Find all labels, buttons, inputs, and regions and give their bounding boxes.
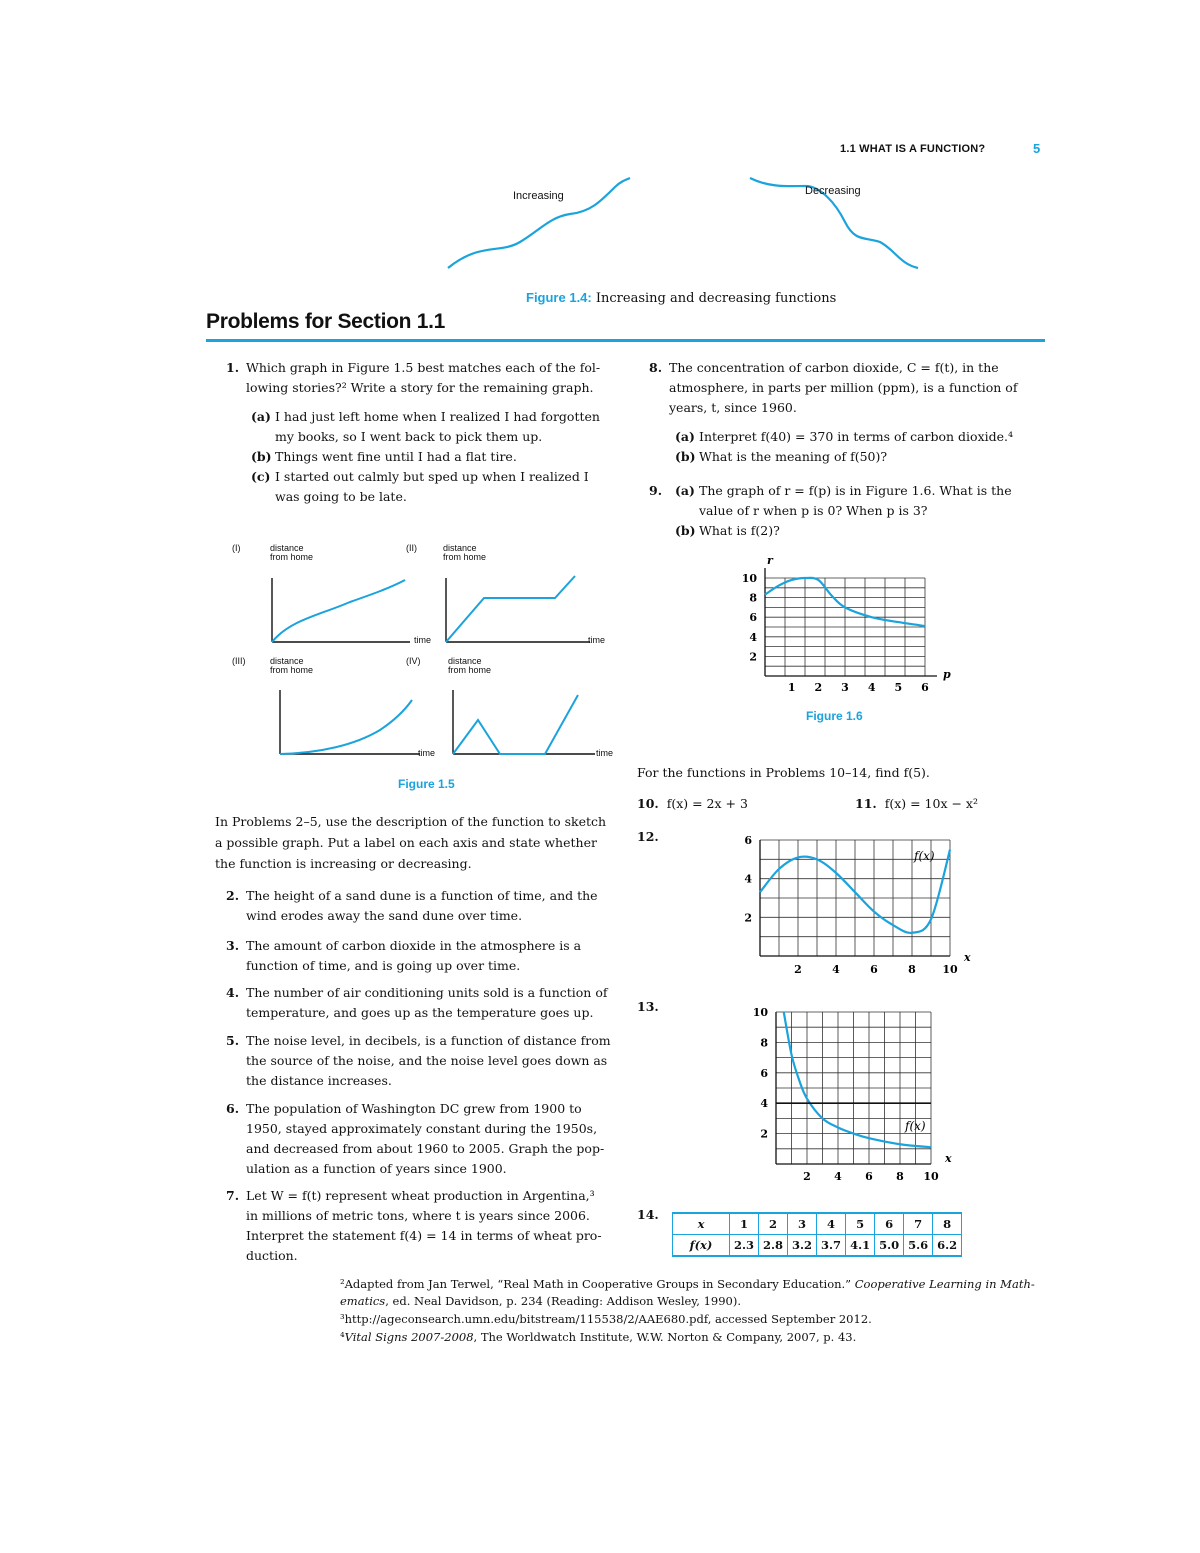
part-text-line: I started out calmly but sped up when I realized I — [275, 469, 589, 484]
problem-6: 6. The population of Washington DC grew from 1900 to 1950, stayed approximately constant during the 1950s, and decreased from about 1960 to 2005. Graph the pop- ulation as a function of years since 1900. — [226, 1101, 605, 1176]
x-tick-label: 4 — [834, 1170, 842, 1183]
problem-5: 5. The noise level, in decibels, is a function of distance from the source of the noise, and the noise level goes down as the distance increases. — [226, 1033, 611, 1088]
x-tick-label: 2 — [814, 681, 823, 694]
problem-3: 3. The amount of carbon dioxide in the atmosphere is a function of time, and is going up over time. — [226, 938, 582, 973]
problem-10: 10. f(x) = 2x + 3 — [637, 796, 748, 811]
x-tick-label: 8 — [896, 1170, 904, 1183]
table-cell: 2.8 — [759, 1235, 788, 1257]
panel-tag: (IV) — [406, 656, 421, 666]
y-tick-label: 4 — [760, 1097, 768, 1111]
footnote-2: ²Adapted from Jan Terwel, “Real Math in Cooperative Groups in Secondary Education.” Cooperative Learning in Math- ematics, ed. Neal Davidson, p. 234 (Reading: Addison Wesley, 1990). — [340, 1277, 1035, 1308]
label-decreasing: Decreasing — [805, 185, 861, 197]
problem-13-number: 13. — [637, 999, 659, 1014]
figure-1-5-graphs — [260, 570, 630, 760]
axis-label-x: time — [414, 635, 432, 645]
part-label: (a) — [251, 409, 271, 424]
table-cell: 3.7 — [817, 1235, 846, 1257]
problem-1a — [251, 407, 600, 447]
section-rule — [206, 339, 1045, 342]
part-text-line: was going to be late. — [275, 489, 407, 504]
footnote-4: ⁴Vital Signs 2007-2008, The Worldwatch Institute, W.W. Norton & Company, 2007, p. 43. — [340, 1330, 857, 1344]
section-title: Problems for Section 1.1 — [206, 310, 446, 333]
row-header: f(x) — [673, 1235, 730, 1257]
problem-7: 7. Let W = f(t) represent wheat production in Argentina,³ in millions of metric tons, where t is years since 2006. Interpret the statement f(4) = 14 in terms of wheat pro- duction. — [226, 1188, 602, 1263]
problem-8a: (a) Interpret f(40) = 370 in terms of carbon dioxide.⁴ — [675, 429, 1014, 444]
axis-label-x: time — [596, 748, 614, 758]
panel-tag: (I) — [232, 543, 241, 553]
table-cell: 6.2 — [933, 1235, 962, 1257]
label-increasing: Increasing — [513, 190, 564, 202]
problem-text-line: Which graph in Figure 1.5 best matches each of the fol- — [246, 360, 601, 375]
axis-label-x: time — [588, 635, 606, 645]
x-tick-label: 10 — [942, 963, 958, 976]
panel-tag: (III) — [232, 656, 246, 666]
part-label: (c) — [251, 469, 271, 484]
table-cell: 4 — [817, 1213, 846, 1235]
panel-1-curve — [272, 580, 405, 642]
table-cell: 7 — [904, 1213, 933, 1235]
problems-10-14-intro: For the functions in Problems 10–14, find f(5). — [637, 765, 930, 780]
x-tick-label: 4 — [867, 681, 876, 694]
problem-2: 2. The height of a sand dune is a function of time, and the wind erodes away the sand dune over time. — [226, 888, 598, 923]
problem-4: 4. The number of air conditioning units sold is a function of temperature, and goes up as the temperature goes up. — [226, 985, 608, 1020]
part-text-line: I had just left home when I realized I had forgotten — [275, 409, 600, 424]
axis-label-y: distance from home — [270, 543, 314, 562]
table-cell: 5 — [846, 1213, 875, 1235]
x-tick-label: 6 — [870, 963, 878, 976]
table-cell: 5.6 — [904, 1235, 933, 1257]
panel-4-curve — [453, 695, 578, 754]
table-cell: 3.2 — [788, 1235, 817, 1257]
problem-11: 11. f(x) = 10x − x² — [855, 796, 978, 811]
x-tick-label: 8 — [908, 963, 916, 976]
axis-label-y: distance from home — [443, 543, 487, 562]
axis-label-y: distance from home — [448, 656, 492, 675]
caption-text: Increasing and decreasing functions — [595, 291, 837, 306]
table-cell: 6 — [875, 1213, 904, 1235]
y-tick-label: 2 — [749, 650, 757, 664]
figure-1-6-caption: Figure 1.6 — [806, 709, 863, 723]
y-tick-label: 2 — [744, 911, 752, 925]
part-text-line: my books, so I went back to pick them up. — [275, 429, 543, 444]
figure-1-6-chart — [720, 550, 960, 700]
table-cell: 8 — [933, 1213, 962, 1235]
table-cell: 2 — [759, 1213, 788, 1235]
axis-label-x: time — [418, 748, 436, 758]
panel-3-curve — [280, 700, 412, 754]
x-tick-label: 5 — [894, 681, 903, 694]
y-tick-label: 4 — [744, 872, 752, 886]
panel-2-axes — [446, 578, 590, 642]
y-axis-label: r — [767, 554, 773, 567]
problem-14-table — [672, 1212, 962, 1257]
table-cell: 3 — [788, 1213, 817, 1235]
curve-label: f(x) — [914, 849, 935, 863]
running-title: 1.1 WHAT IS A FUNCTION? — [840, 143, 986, 155]
problem-9b: (b) What is f(2)? — [675, 523, 780, 538]
x-axis-label: x — [945, 1152, 952, 1165]
y-tick-label: 6 — [749, 611, 757, 625]
x-axis-label: p — [943, 668, 951, 681]
footnote-3: ³http://ageconsearch.umn.edu/bitstream/115538/2/AAE680.pdf, accessed September 2012. — [340, 1312, 872, 1326]
problem-14-number: 14. — [637, 1207, 659, 1222]
problem-13-chart — [720, 1000, 980, 1190]
problem-1b — [251, 447, 517, 467]
problem-1 — [226, 358, 601, 398]
problem-text-line: lowing stories?² Write a story for the remaining graph. — [246, 380, 594, 395]
part-text-line: Things went fine until I had a flat tire. — [275, 449, 517, 464]
table-row-fx — [673, 1235, 962, 1257]
page-number: 5 — [1033, 141, 1041, 156]
y-tick-label: 10 — [752, 1006, 768, 1019]
y-tick-label: 8 — [760, 1036, 768, 1050]
row-header: x — [673, 1213, 730, 1235]
axis-label-y: distance from home — [270, 656, 314, 675]
panel-tag: (II) — [406, 543, 417, 553]
panel-4-axes — [453, 690, 595, 754]
y-tick-label: 10 — [741, 572, 757, 585]
table-cell: 5.0 — [875, 1235, 904, 1257]
problem-8: 8. The concentration of carbon dioxide, C = f(t), in the atmosphere, in parts per million (ppm), is a function of years, t, since 1960. — [649, 360, 1018, 415]
caption-number: Figure 1.4: — [526, 290, 592, 305]
x-tick-label: 6 — [921, 681, 929, 694]
problem-9a: (a) The graph of r = f(p) is in Figure 1.6. What is the value of r when p is 0? When p is 3? — [675, 483, 1012, 518]
y-tick-label: 6 — [760, 1066, 768, 1080]
x-tick-label: 3 — [841, 681, 849, 694]
panel-2-curve — [446, 576, 575, 642]
table-row-x — [673, 1213, 962, 1235]
problem-1c — [251, 467, 589, 507]
figure-1-5-caption: Figure 1.5 — [398, 777, 455, 791]
problem-number: 1. — [226, 360, 240, 375]
y-tick-label: 4 — [749, 630, 757, 644]
y-tick-label: 6 — [744, 834, 752, 847]
x-tick-label: 10 — [923, 1170, 939, 1183]
x-tick-label: 1 — [787, 681, 796, 694]
table-cell: 2.3 — [730, 1235, 759, 1257]
problems-2-5-intro: In Problems 2–5, use the description of the function to sketch a possible graph. Put a label on each axis and state whether the function is increasing or decreasing. — [215, 814, 607, 871]
problem-12-number: 12. — [637, 829, 659, 844]
y-tick-label: 8 — [749, 591, 757, 605]
table-cell: 4.1 — [846, 1235, 875, 1257]
x-tick-label: 4 — [832, 963, 840, 976]
x-tick-label: 2 — [794, 963, 802, 976]
curve-label: f(x) — [905, 1119, 926, 1133]
x-axis-label: x — [964, 951, 971, 964]
problem-8b: (b) What is the meaning of f(50)? — [675, 449, 888, 464]
part-label: (b) — [251, 449, 272, 464]
x-tick-label: 6 — [865, 1170, 873, 1183]
problem-12-chart — [720, 830, 980, 980]
table-cell: 1 — [730, 1213, 759, 1235]
figure-1-4-caption — [526, 290, 836, 306]
x-tick-label: 2 — [803, 1170, 811, 1183]
y-tick-label: 2 — [760, 1127, 768, 1141]
